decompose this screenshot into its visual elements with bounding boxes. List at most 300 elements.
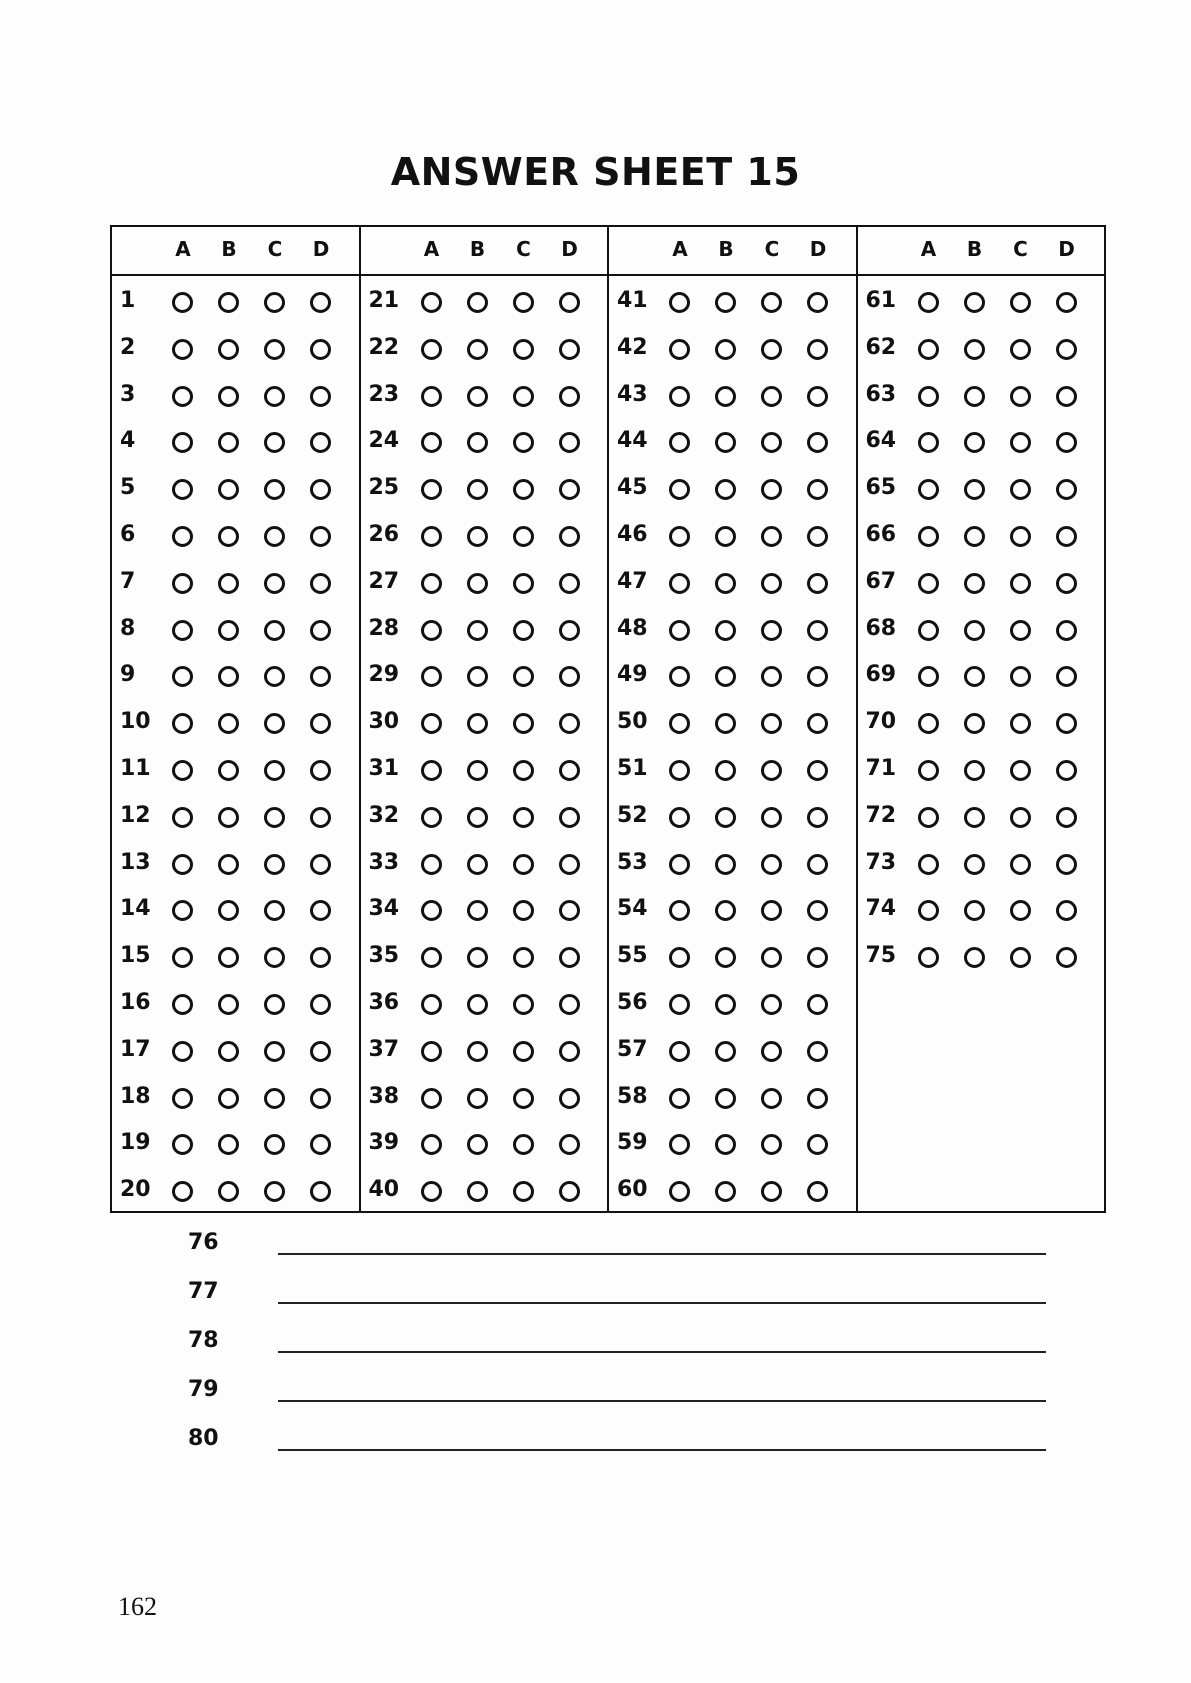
answer-bubble-d[interactable]: [559, 1088, 580, 1109]
answer-bubble-c[interactable]: [1010, 620, 1031, 641]
answer-bubble-a[interactable]: [669, 854, 690, 875]
answer-bubble-b[interactable]: [964, 713, 985, 734]
answer-bubble-d[interactable]: [559, 1134, 580, 1155]
answer-bubble-d[interactable]: [310, 1181, 331, 1202]
answer-bubble-d[interactable]: [310, 994, 331, 1015]
answer-bubble-a[interactable]: [918, 713, 939, 734]
answer-bubble-d[interactable]: [310, 573, 331, 594]
answer-bubble-a[interactable]: [421, 1041, 442, 1062]
answer-bubble-c[interactable]: [513, 666, 534, 687]
answer-bubble-c[interactable]: [761, 386, 782, 407]
answer-bubble-a[interactable]: [172, 1041, 193, 1062]
answer-bubble-b[interactable]: [715, 994, 736, 1015]
answer-bubble-c[interactable]: [1010, 432, 1031, 453]
answer-bubble-d[interactable]: [559, 620, 580, 641]
answer-bubble-d[interactable]: [559, 994, 580, 1015]
answer-bubble-c[interactable]: [513, 479, 534, 500]
answer-bubble-b[interactable]: [467, 573, 488, 594]
answer-bubble-a[interactable]: [421, 620, 442, 641]
answer-bubble-a[interactable]: [669, 947, 690, 968]
answer-bubble-d[interactable]: [559, 1041, 580, 1062]
answer-bubble-d[interactable]: [559, 947, 580, 968]
answer-bubble-c[interactable]: [513, 854, 534, 875]
answer-bubble-c[interactable]: [1010, 479, 1031, 500]
answer-bubble-c[interactable]: [761, 573, 782, 594]
answer-bubble-a[interactable]: [421, 479, 442, 500]
answer-bubble-a[interactable]: [669, 1088, 690, 1109]
answer-bubble-a[interactable]: [918, 760, 939, 781]
answer-bubble-a[interactable]: [669, 994, 690, 1015]
answer-bubble-a[interactable]: [669, 666, 690, 687]
answer-bubble-c[interactable]: [264, 666, 285, 687]
answer-bubble-a[interactable]: [172, 900, 193, 921]
answer-bubble-b[interactable]: [218, 1041, 239, 1062]
answer-bubble-c[interactable]: [513, 900, 534, 921]
answer-bubble-a[interactable]: [918, 807, 939, 828]
answer-bubble-a[interactable]: [918, 947, 939, 968]
answer-bubble-b[interactable]: [467, 1088, 488, 1109]
answer-bubble-d[interactable]: [310, 854, 331, 875]
answer-bubble-d[interactable]: [807, 713, 828, 734]
answer-bubble-d[interactable]: [807, 1181, 828, 1202]
answer-bubble-c[interactable]: [264, 994, 285, 1015]
answer-bubble-d[interactable]: [559, 339, 580, 360]
answer-bubble-c[interactable]: [761, 1134, 782, 1155]
answer-bubble-b[interactable]: [467, 1134, 488, 1155]
answer-bubble-b[interactable]: [715, 432, 736, 453]
answer-bubble-d[interactable]: [807, 1041, 828, 1062]
answer-bubble-d[interactable]: [310, 900, 331, 921]
answer-bubble-b[interactable]: [467, 1181, 488, 1202]
answer-bubble-b[interactable]: [218, 526, 239, 547]
answer-bubble-b[interactable]: [218, 1181, 239, 1202]
answer-bubble-a[interactable]: [172, 760, 193, 781]
answer-bubble-a[interactable]: [918, 666, 939, 687]
answer-bubble-c[interactable]: [1010, 947, 1031, 968]
answer-bubble-c[interactable]: [1010, 339, 1031, 360]
answer-bubble-b[interactable]: [715, 947, 736, 968]
answer-bubble-a[interactable]: [172, 620, 193, 641]
answer-bubble-d[interactable]: [310, 666, 331, 687]
answer-bubble-b[interactable]: [467, 1041, 488, 1062]
answer-bubble-d[interactable]: [807, 620, 828, 641]
written-answer-line[interactable]: [278, 1253, 1046, 1255]
answer-bubble-d[interactable]: [310, 432, 331, 453]
answer-bubble-c[interactable]: [761, 1181, 782, 1202]
answer-bubble-a[interactable]: [669, 339, 690, 360]
answer-bubble-c[interactable]: [761, 479, 782, 500]
answer-bubble-d[interactable]: [559, 713, 580, 734]
answer-bubble-a[interactable]: [421, 666, 442, 687]
answer-bubble-a[interactable]: [669, 807, 690, 828]
answer-bubble-a[interactable]: [172, 386, 193, 407]
answer-bubble-b[interactable]: [218, 479, 239, 500]
answer-bubble-c[interactable]: [761, 854, 782, 875]
answer-bubble-b[interactable]: [964, 854, 985, 875]
answer-bubble-c[interactable]: [761, 1088, 782, 1109]
answer-bubble-a[interactable]: [669, 526, 690, 547]
answer-bubble-a[interactable]: [918, 854, 939, 875]
answer-bubble-b[interactable]: [218, 1134, 239, 1155]
answer-bubble-c[interactable]: [1010, 526, 1031, 547]
answer-bubble-a[interactable]: [918, 526, 939, 547]
answer-bubble-c[interactable]: [761, 1041, 782, 1062]
answer-bubble-c[interactable]: [513, 573, 534, 594]
answer-bubble-c[interactable]: [513, 1181, 534, 1202]
answer-bubble-c[interactable]: [513, 947, 534, 968]
answer-bubble-c[interactable]: [264, 573, 285, 594]
answer-bubble-b[interactable]: [467, 432, 488, 453]
answer-bubble-d[interactable]: [1056, 292, 1077, 313]
answer-bubble-b[interactable]: [715, 526, 736, 547]
answer-bubble-d[interactable]: [1056, 900, 1077, 921]
answer-bubble-a[interactable]: [172, 713, 193, 734]
answer-bubble-c[interactable]: [761, 292, 782, 313]
answer-bubble-b[interactable]: [715, 1088, 736, 1109]
answer-bubble-c[interactable]: [1010, 666, 1031, 687]
answer-bubble-a[interactable]: [421, 573, 442, 594]
answer-bubble-a[interactable]: [669, 1181, 690, 1202]
answer-bubble-d[interactable]: [559, 432, 580, 453]
answer-bubble-d[interactable]: [807, 807, 828, 828]
answer-bubble-c[interactable]: [513, 292, 534, 313]
answer-bubble-a[interactable]: [172, 666, 193, 687]
answer-bubble-d[interactable]: [559, 573, 580, 594]
answer-bubble-b[interactable]: [715, 854, 736, 875]
answer-bubble-b[interactable]: [467, 479, 488, 500]
answer-bubble-d[interactable]: [1056, 479, 1077, 500]
answer-bubble-a[interactable]: [172, 339, 193, 360]
answer-bubble-b[interactable]: [964, 339, 985, 360]
answer-bubble-a[interactable]: [172, 994, 193, 1015]
answer-bubble-b[interactable]: [964, 479, 985, 500]
answer-bubble-d[interactable]: [807, 573, 828, 594]
answer-bubble-a[interactable]: [421, 526, 442, 547]
answer-bubble-c[interactable]: [1010, 713, 1031, 734]
answer-bubble-a[interactable]: [669, 432, 690, 453]
answer-bubble-c[interactable]: [513, 339, 534, 360]
answer-bubble-c[interactable]: [761, 666, 782, 687]
answer-bubble-d[interactable]: [310, 807, 331, 828]
answer-bubble-d[interactable]: [807, 760, 828, 781]
answer-bubble-b[interactable]: [715, 620, 736, 641]
answer-bubble-a[interactable]: [421, 386, 442, 407]
answer-bubble-c[interactable]: [264, 339, 285, 360]
answer-bubble-b[interactable]: [467, 620, 488, 641]
answer-bubble-d[interactable]: [807, 947, 828, 968]
answer-bubble-b[interactable]: [218, 339, 239, 360]
answer-bubble-c[interactable]: [513, 994, 534, 1015]
answer-bubble-d[interactable]: [559, 900, 580, 921]
answer-bubble-a[interactable]: [172, 479, 193, 500]
answer-bubble-a[interactable]: [421, 339, 442, 360]
answer-bubble-a[interactable]: [421, 292, 442, 313]
answer-bubble-b[interactable]: [218, 900, 239, 921]
answer-bubble-a[interactable]: [172, 432, 193, 453]
answer-bubble-b[interactable]: [218, 666, 239, 687]
answer-bubble-a[interactable]: [918, 386, 939, 407]
answer-bubble-b[interactable]: [218, 620, 239, 641]
answer-bubble-d[interactable]: [807, 526, 828, 547]
answer-bubble-b[interactable]: [218, 573, 239, 594]
answer-bubble-a[interactable]: [669, 713, 690, 734]
answer-bubble-c[interactable]: [264, 760, 285, 781]
answer-bubble-b[interactable]: [964, 666, 985, 687]
answer-bubble-a[interactable]: [918, 573, 939, 594]
answer-bubble-b[interactable]: [715, 292, 736, 313]
answer-bubble-a[interactable]: [669, 1134, 690, 1155]
answer-bubble-b[interactable]: [218, 432, 239, 453]
answer-bubble-b[interactable]: [218, 807, 239, 828]
answer-bubble-d[interactable]: [559, 760, 580, 781]
answer-bubble-c[interactable]: [513, 713, 534, 734]
answer-bubble-a[interactable]: [421, 1088, 442, 1109]
answer-bubble-d[interactable]: [1056, 713, 1077, 734]
answer-bubble-a[interactable]: [421, 854, 442, 875]
answer-bubble-b[interactable]: [218, 386, 239, 407]
answer-bubble-d[interactable]: [559, 666, 580, 687]
answer-bubble-c[interactable]: [264, 292, 285, 313]
answer-bubble-b[interactable]: [964, 386, 985, 407]
answer-bubble-b[interactable]: [467, 854, 488, 875]
answer-bubble-c[interactable]: [513, 620, 534, 641]
answer-bubble-c[interactable]: [761, 947, 782, 968]
answer-bubble-a[interactable]: [421, 1134, 442, 1155]
answer-bubble-a[interactable]: [918, 432, 939, 453]
written-answer-line[interactable]: [278, 1302, 1046, 1304]
answer-bubble-c[interactable]: [513, 760, 534, 781]
answer-bubble-a[interactable]: [669, 1041, 690, 1062]
answer-bubble-d[interactable]: [559, 292, 580, 313]
answer-bubble-c[interactable]: [761, 713, 782, 734]
answer-bubble-b[interactable]: [467, 807, 488, 828]
answer-bubble-d[interactable]: [1056, 854, 1077, 875]
answer-bubble-d[interactable]: [310, 620, 331, 641]
answer-bubble-b[interactable]: [218, 1088, 239, 1109]
answer-bubble-c[interactable]: [1010, 292, 1031, 313]
answer-bubble-c[interactable]: [513, 386, 534, 407]
answer-bubble-d[interactable]: [310, 713, 331, 734]
answer-bubble-c[interactable]: [264, 479, 285, 500]
answer-bubble-a[interactable]: [918, 479, 939, 500]
answer-bubble-b[interactable]: [467, 900, 488, 921]
answer-bubble-c[interactable]: [1010, 900, 1031, 921]
answer-bubble-b[interactable]: [715, 1134, 736, 1155]
answer-bubble-c[interactable]: [1010, 573, 1031, 594]
answer-bubble-c[interactable]: [264, 807, 285, 828]
answer-bubble-a[interactable]: [918, 292, 939, 313]
answer-bubble-d[interactable]: [310, 947, 331, 968]
answer-bubble-b[interactable]: [964, 526, 985, 547]
answer-bubble-a[interactable]: [669, 386, 690, 407]
answer-bubble-a[interactable]: [421, 1181, 442, 1202]
answer-bubble-d[interactable]: [310, 339, 331, 360]
answer-bubble-d[interactable]: [807, 854, 828, 875]
answer-bubble-b[interactable]: [715, 573, 736, 594]
answer-bubble-b[interactable]: [964, 900, 985, 921]
answer-bubble-b[interactable]: [218, 760, 239, 781]
answer-bubble-b[interactable]: [715, 666, 736, 687]
answer-bubble-d[interactable]: [1056, 339, 1077, 360]
answer-bubble-c[interactable]: [761, 807, 782, 828]
answer-bubble-a[interactable]: [421, 713, 442, 734]
answer-bubble-c[interactable]: [761, 994, 782, 1015]
answer-bubble-d[interactable]: [559, 807, 580, 828]
answer-bubble-d[interactable]: [1056, 386, 1077, 407]
answer-bubble-c[interactable]: [761, 900, 782, 921]
answer-bubble-a[interactable]: [172, 573, 193, 594]
answer-bubble-d[interactable]: [1056, 620, 1077, 641]
answer-bubble-b[interactable]: [467, 666, 488, 687]
answer-bubble-d[interactable]: [807, 432, 828, 453]
answer-bubble-d[interactable]: [310, 526, 331, 547]
written-answer-line[interactable]: [278, 1449, 1046, 1451]
answer-bubble-c[interactable]: [264, 1041, 285, 1062]
answer-bubble-b[interactable]: [964, 432, 985, 453]
answer-bubble-c[interactable]: [513, 526, 534, 547]
answer-bubble-b[interactable]: [964, 292, 985, 313]
answer-bubble-d[interactable]: [310, 386, 331, 407]
answer-bubble-a[interactable]: [421, 432, 442, 453]
answer-bubble-c[interactable]: [264, 1134, 285, 1155]
answer-bubble-b[interactable]: [467, 292, 488, 313]
answer-bubble-b[interactable]: [715, 479, 736, 500]
answer-bubble-b[interactable]: [218, 854, 239, 875]
answer-bubble-d[interactable]: [310, 1041, 331, 1062]
answer-bubble-c[interactable]: [513, 807, 534, 828]
answer-bubble-a[interactable]: [172, 1088, 193, 1109]
answer-bubble-a[interactable]: [669, 760, 690, 781]
answer-bubble-c[interactable]: [264, 947, 285, 968]
answer-bubble-c[interactable]: [264, 386, 285, 407]
answer-bubble-c[interactable]: [761, 526, 782, 547]
answer-bubble-d[interactable]: [807, 292, 828, 313]
answer-bubble-c[interactable]: [513, 1134, 534, 1155]
answer-bubble-b[interactable]: [964, 760, 985, 781]
answer-bubble-c[interactable]: [513, 1088, 534, 1109]
answer-bubble-b[interactable]: [467, 526, 488, 547]
answer-bubble-c[interactable]: [1010, 854, 1031, 875]
answer-bubble-d[interactable]: [1056, 666, 1077, 687]
answer-bubble-d[interactable]: [807, 1134, 828, 1155]
answer-bubble-c[interactable]: [1010, 760, 1031, 781]
answer-bubble-d[interactable]: [807, 900, 828, 921]
answer-bubble-b[interactable]: [964, 947, 985, 968]
answer-bubble-d[interactable]: [559, 479, 580, 500]
answer-bubble-b[interactable]: [715, 339, 736, 360]
written-answer-line[interactable]: [278, 1351, 1046, 1353]
answer-bubble-d[interactable]: [807, 386, 828, 407]
answer-bubble-a[interactable]: [669, 620, 690, 641]
written-answer-line[interactable]: [278, 1400, 1046, 1402]
answer-bubble-d[interactable]: [310, 479, 331, 500]
answer-bubble-d[interactable]: [1056, 526, 1077, 547]
answer-bubble-a[interactable]: [172, 807, 193, 828]
answer-bubble-a[interactable]: [669, 292, 690, 313]
answer-bubble-a[interactable]: [918, 339, 939, 360]
answer-bubble-b[interactable]: [964, 620, 985, 641]
answer-bubble-a[interactable]: [669, 479, 690, 500]
answer-bubble-c[interactable]: [761, 620, 782, 641]
answer-bubble-c[interactable]: [761, 432, 782, 453]
answer-bubble-b[interactable]: [964, 807, 985, 828]
answer-bubble-c[interactable]: [264, 900, 285, 921]
answer-bubble-c[interactable]: [513, 432, 534, 453]
answer-bubble-d[interactable]: [559, 386, 580, 407]
answer-bubble-b[interactable]: [715, 807, 736, 828]
answer-bubble-a[interactable]: [421, 760, 442, 781]
answer-bubble-d[interactable]: [1056, 947, 1077, 968]
answer-bubble-a[interactable]: [421, 947, 442, 968]
answer-bubble-d[interactable]: [1056, 760, 1077, 781]
answer-bubble-a[interactable]: [172, 1134, 193, 1155]
answer-bubble-a[interactable]: [172, 1181, 193, 1202]
answer-bubble-b[interactable]: [467, 713, 488, 734]
answer-bubble-c[interactable]: [761, 760, 782, 781]
answer-bubble-b[interactable]: [467, 760, 488, 781]
answer-bubble-d[interactable]: [559, 1181, 580, 1202]
answer-bubble-d[interactable]: [1056, 573, 1077, 594]
answer-bubble-c[interactable]: [1010, 807, 1031, 828]
answer-bubble-d[interactable]: [807, 339, 828, 360]
answer-bubble-d[interactable]: [807, 994, 828, 1015]
answer-bubble-a[interactable]: [172, 854, 193, 875]
answer-bubble-b[interactable]: [715, 760, 736, 781]
answer-bubble-d[interactable]: [310, 1134, 331, 1155]
answer-bubble-b[interactable]: [218, 292, 239, 313]
answer-bubble-a[interactable]: [172, 526, 193, 547]
answer-bubble-d[interactable]: [559, 854, 580, 875]
answer-bubble-a[interactable]: [669, 573, 690, 594]
answer-bubble-b[interactable]: [218, 713, 239, 734]
answer-bubble-a[interactable]: [172, 292, 193, 313]
answer-bubble-d[interactable]: [1056, 432, 1077, 453]
answer-bubble-c[interactable]: [264, 854, 285, 875]
answer-bubble-b[interactable]: [715, 1041, 736, 1062]
answer-bubble-d[interactable]: [559, 526, 580, 547]
answer-bubble-a[interactable]: [421, 900, 442, 921]
answer-bubble-b[interactable]: [218, 947, 239, 968]
answer-bubble-d[interactable]: [807, 1088, 828, 1109]
answer-bubble-a[interactable]: [421, 994, 442, 1015]
answer-bubble-b[interactable]: [964, 573, 985, 594]
answer-bubble-c[interactable]: [513, 1041, 534, 1062]
answer-bubble-c[interactable]: [264, 620, 285, 641]
answer-bubble-d[interactable]: [807, 666, 828, 687]
answer-bubble-c[interactable]: [264, 432, 285, 453]
answer-bubble-b[interactable]: [467, 947, 488, 968]
answer-bubble-d[interactable]: [310, 1088, 331, 1109]
answer-bubble-b[interactable]: [467, 994, 488, 1015]
answer-bubble-b[interactable]: [715, 386, 736, 407]
answer-bubble-b[interactable]: [467, 339, 488, 360]
answer-bubble-b[interactable]: [467, 386, 488, 407]
answer-bubble-a[interactable]: [669, 900, 690, 921]
answer-bubble-a[interactable]: [172, 947, 193, 968]
answer-bubble-d[interactable]: [807, 479, 828, 500]
answer-bubble-b[interactable]: [715, 713, 736, 734]
answer-bubble-a[interactable]: [918, 900, 939, 921]
answer-bubble-c[interactable]: [264, 1181, 285, 1202]
answer-bubble-d[interactable]: [310, 760, 331, 781]
answer-bubble-b[interactable]: [218, 994, 239, 1015]
answer-bubble-b[interactable]: [715, 1181, 736, 1202]
answer-bubble-c[interactable]: [264, 713, 285, 734]
answer-bubble-c[interactable]: [761, 339, 782, 360]
answer-bubble-a[interactable]: [421, 807, 442, 828]
answer-bubble-c[interactable]: [264, 1088, 285, 1109]
answer-bubble-d[interactable]: [1056, 807, 1077, 828]
